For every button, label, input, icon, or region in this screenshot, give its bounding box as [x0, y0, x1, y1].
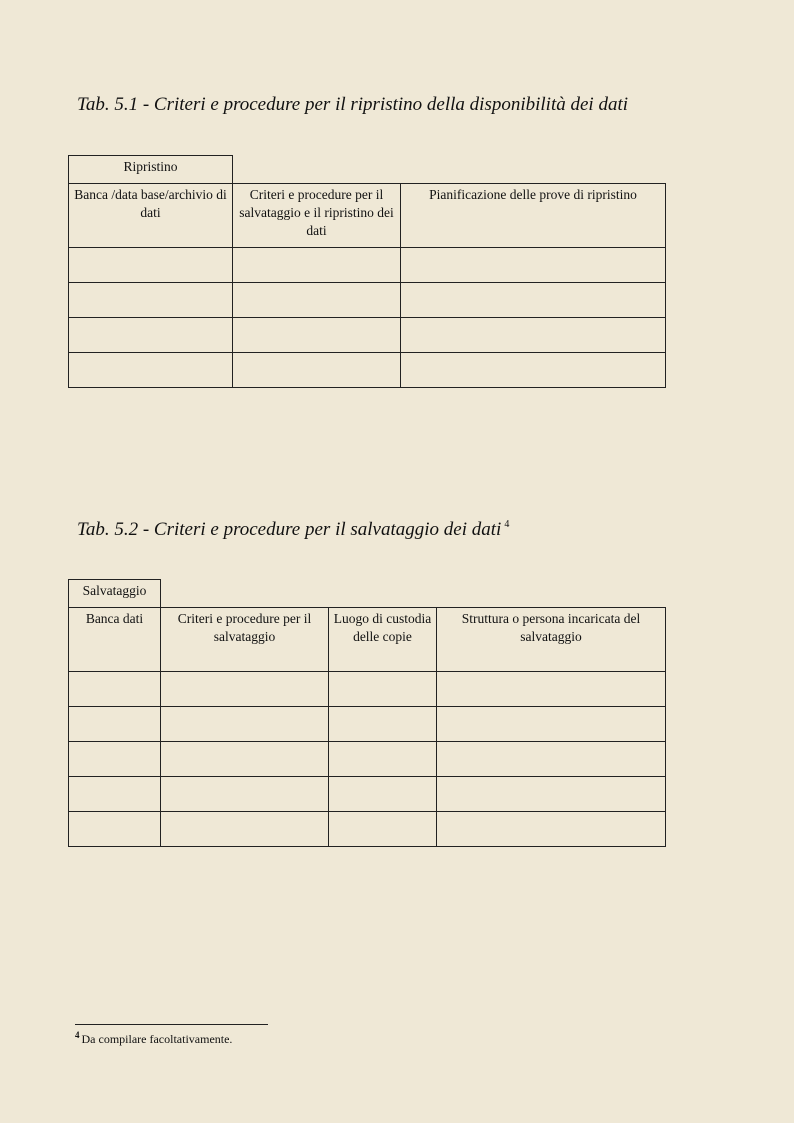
table-cell[interactable]: [329, 707, 437, 742]
table-cell[interactable]: [401, 353, 666, 388]
table-cell[interactable]: [401, 248, 666, 283]
table-cell[interactable]: [161, 742, 329, 777]
table-row: [69, 777, 666, 812]
table1-caption: Tab. 5.1 - Criteri e procedure per il ripristino della disponibilità dei dati: [77, 94, 628, 115]
table-cell[interactable]: [437, 707, 666, 742]
table-ripristino: [68, 155, 666, 388]
footnote-text: Da compilare facoltativamente.: [81, 1032, 233, 1046]
table2-col-header: Criteri e procedure per il salvataggio: [161, 608, 329, 672]
table-row: [69, 742, 666, 777]
table-cell[interactable]: [69, 248, 233, 283]
table-cell[interactable]: [329, 777, 437, 812]
table1-group-header: Ripristino: [68, 155, 233, 183]
table-cell[interactable]: [401, 318, 666, 353]
table2-caption: Tab. 5.2 - Criteri e procedure per il salvataggio dei dati $^4$: [77, 519, 510, 540]
table-row: [69, 353, 666, 388]
table2-col-header: Banca dati: [69, 608, 161, 672]
table-cell[interactable]: [233, 248, 401, 283]
table-cell[interactable]: [69, 353, 233, 388]
table-cell[interactable]: [69, 742, 161, 777]
table-cell[interactable]: [69, 318, 233, 353]
table-row: [69, 248, 666, 283]
table-cell[interactable]: [161, 812, 329, 847]
footnote-marker: 4: [75, 1030, 80, 1040]
table2-grid: [68, 607, 666, 847]
table-salvataggio: [68, 579, 666, 847]
table-cell[interactable]: [161, 707, 329, 742]
table-cell[interactable]: [329, 742, 437, 777]
table-cell[interactable]: [329, 812, 437, 847]
table-row: [69, 707, 666, 742]
table-cell[interactable]: [437, 812, 666, 847]
table-cell[interactable]: [329, 672, 437, 707]
table1-col-header: Banca /data base/archivio di dati: [69, 184, 233, 248]
table-cell[interactable]: [161, 672, 329, 707]
table-cell[interactable]: [69, 707, 161, 742]
table-cell[interactable]: [69, 283, 233, 318]
table-cell[interactable]: [437, 777, 666, 812]
table-cell[interactable]: [401, 283, 666, 318]
table-cell[interactable]: [69, 777, 161, 812]
table-row: [69, 318, 666, 353]
table-cell[interactable]: [437, 742, 666, 777]
table-cell[interactable]: [233, 283, 401, 318]
table-cell[interactable]: [69, 672, 161, 707]
table2-header-row: [69, 608, 666, 672]
table-row: [69, 812, 666, 847]
table1-grid: [68, 183, 666, 388]
table2-col-header: Luogo di custodia delle copie: [329, 608, 437, 672]
table-row: [69, 672, 666, 707]
table1-header-row: [69, 184, 666, 248]
table-cell[interactable]: [69, 812, 161, 847]
table-cell[interactable]: [437, 672, 666, 707]
footnote: [75, 1030, 232, 1047]
table-row: [69, 283, 666, 318]
table1-col-header: Criteri e procedure per il salvataggio e il ripristino dei dati: [233, 184, 401, 248]
table2-group-header: Salvataggio: [68, 579, 161, 607]
table-cell[interactable]: [233, 353, 401, 388]
table2-col-header: Struttura o persona incaricata del salvataggio: [437, 608, 666, 672]
footnote-ref[interactable]: 4: [504, 519, 510, 530]
table-cell[interactable]: [161, 777, 329, 812]
table-cell[interactable]: [233, 318, 401, 353]
table1-col-header: Pianificazione delle prove di ripristino: [401, 184, 666, 248]
footnote-separator: [75, 1024, 268, 1025]
